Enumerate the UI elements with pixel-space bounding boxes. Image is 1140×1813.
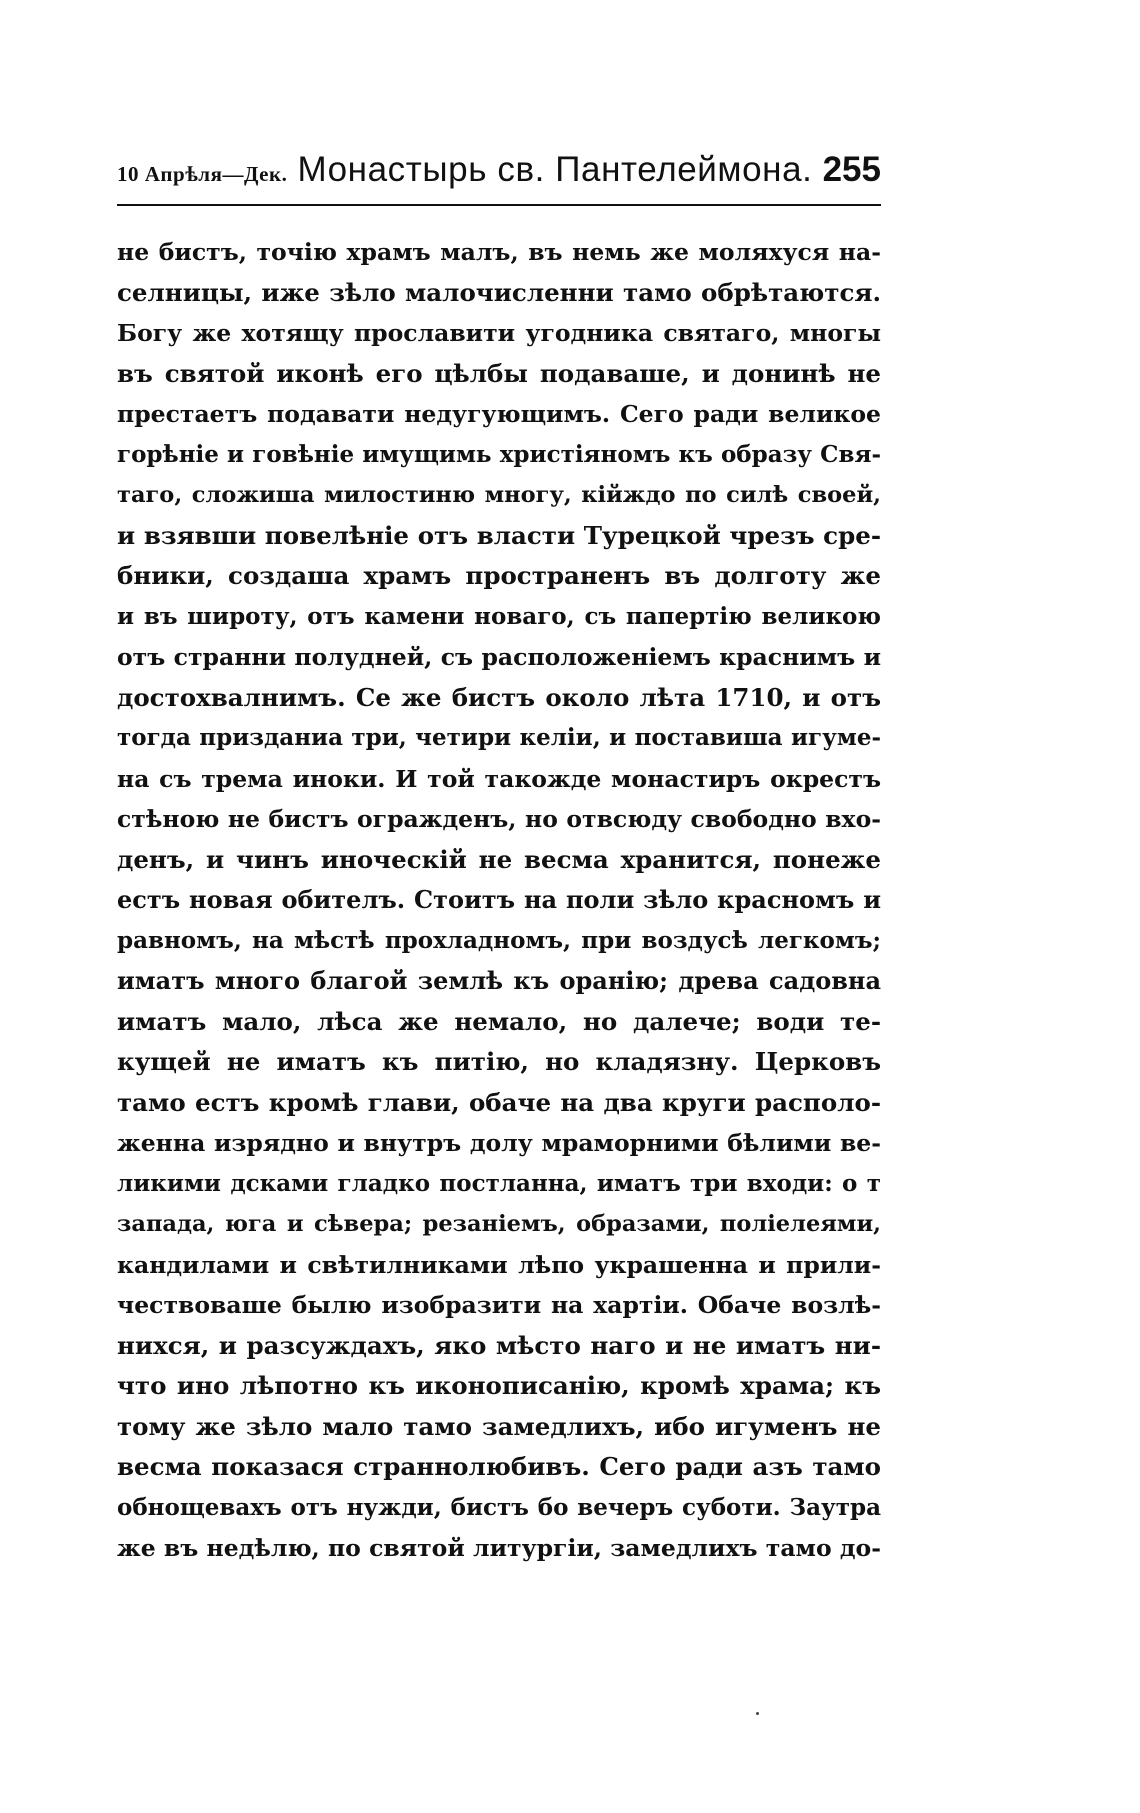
text-line: стѣною не бистъ огражденъ, но отвсюду свободно вхо- [117,805,881,833]
text-line: бники, создаша храмъ пространенъ въ долготу же [117,561,881,590]
text-line: не бистъ, точію храмъ малъ, въ немь же моляхуся на- [117,238,881,266]
header-rule [117,204,881,206]
text-line: денъ, и чинъ иноческій не весма хранится, понеже [117,844,881,874]
text-line: тому же зѣло мало тамо замедлихъ, ибо игуменъ не [117,1411,881,1441]
text-line: тогда призданиа три, четири келіи, и поставиша игуме- [117,724,881,751]
text-line: на съ трема иноки. И той такожде монастиръ окрестъ [117,764,881,793]
text-line: естъ новая обителъ. Стоитъ на поли зѣло красномъ и [117,885,881,914]
text-line: и въ широту, отъ камени новаго, съ папертію великою [117,602,881,630]
print-speck [756,1712,759,1715]
text-line: равномъ, на мѣстѣ прохладномъ, при воздусѣ легкомъ; [117,926,881,954]
text-line: отъ странни полудней, съ расположеніемъ краснимъ и [117,643,881,671]
text-line: горѣніе и говѣніе имущимь христіяномъ къ образу Свя- [117,440,881,468]
text-line: что ино лѣпотно къ иконописанію, кромѣ храма; къ [117,1371,881,1400]
text-line: весма показася страннолюбивъ. Сего ради азъ тамо [117,1452,881,1481]
page-number: 255 [822,150,881,189]
text-line: нихся, и разсуждахъ, яко мѣсто наго и не иматъ ни- [117,1330,881,1360]
text-line: тамо естъ кромѣ глави, обаче на два круги располо- [117,1087,881,1117]
running-head [117,150,881,202]
text-line: и взявши повелѣніе отъ власти Турецкой чрезъ сре- [117,520,881,550]
text-line: престаетъ подавати недугующимъ. Сего ради великое [117,400,881,428]
text-line: же въ недѣлю, по святой литургіи, замедлихъ тамо до- [117,1534,881,1562]
text-line: Богу же хотящу прославити угодника святаго, многы [117,319,881,347]
text-line: иматъ много благой землѣ къ оранію; древа садовна [117,966,881,995]
text-line: кандилами и свѣтилниками лѣпо украшенна и прили- [117,1250,881,1279]
text-line: въ святой иконѣ его цѣлбы подаваше, и донинѣ не [117,358,881,388]
text-line: запада, юга и сѣвера; резаніемъ, образами, поліелеями, [117,1211,881,1237]
text-line: кущей не иматъ къ питію, но кладязну. Церковъ [117,1047,881,1076]
text-line: таго, сложиша милостиню многу, кійждо по силѣ своей, [117,482,881,508]
text-line: селницы, иже зѣло малочисленни тамо обрѣтаются. [117,277,881,307]
running-head-title: Монастырь св. Пантелеймона. [297,150,813,189]
text-line: достохвалнимъ. Се же бистъ около лѣта 1710, и отъ [117,682,881,712]
text-line: ликими дсками гладко постланна, иматъ три входи: о т [117,1169,881,1197]
text-line: иматъ мало, лѣса же немало, но далече; води те- [117,1006,881,1036]
body-text [117,232,881,1569]
running-head-date-range: 10 Апрѣля—Дек. [117,162,288,186]
text-line: женна изрядно и внутръ долу мраморними бѣлими ве- [117,1129,881,1157]
text-line: чествоваше былю изобразити на хартіи. Обаче возлѣ- [117,1291,881,1319]
text-line: обнощевахъ отъ нужди, бистъ бо вечеръ суботи. Заутра [117,1493,881,1521]
